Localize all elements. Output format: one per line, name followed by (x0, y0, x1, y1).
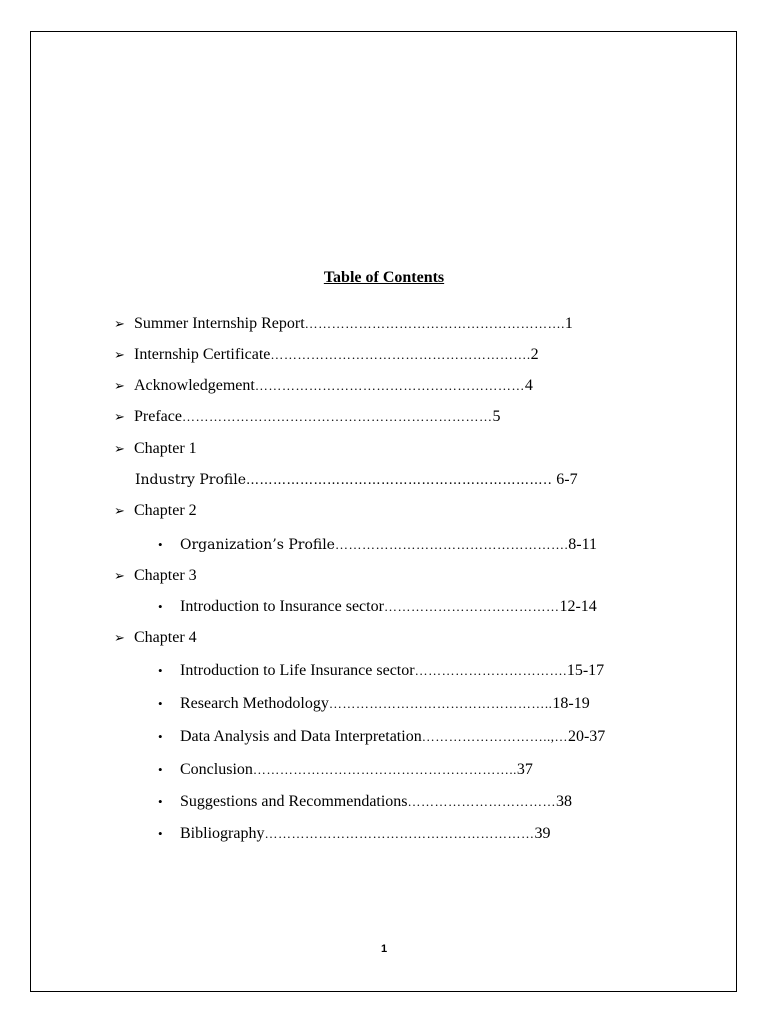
dot-bullet-icon: • (158, 729, 163, 744)
toc-entry: ➢ Preface……………………………………………………………5 (114, 406, 654, 428)
arrow-bullet-icon: ➢ (114, 568, 125, 583)
toc-entry: • Conclusion…………………………………………………..37 (158, 759, 698, 781)
toc-entry: ➢ Internship Certificate………………………………………………….2 (114, 344, 654, 366)
page-number: 1 (380, 943, 388, 955)
arrow-bullet-icon: ➢ (114, 378, 125, 393)
toc-entry: ➢ Acknowledgement……………………………………………………4 (114, 375, 654, 397)
arrow-bullet-icon: ➢ (114, 316, 125, 331)
arrow-bullet-icon: ➢ (114, 347, 125, 362)
toc-entry: • Research Methodology…………………………………………..18-19 (158, 693, 698, 715)
toc-chapter-heading: ➢ Chapter 2 (114, 500, 654, 522)
toc-entry: • Bibliography……………………………………………………39 (158, 823, 698, 845)
toc-entry: • Introduction to Life Insurance sector…………………………….15-17 (158, 660, 698, 682)
dot-bullet-icon: • (158, 537, 163, 552)
toc-entry: • Data Analysis and Data Interpretation………………………..,…20-37 (158, 726, 698, 748)
toc-entry: • Suggestions and Recommendations……………………………38 (158, 791, 698, 813)
dot-bullet-icon: • (158, 696, 163, 711)
toc-chapter-heading: ➢ Chapter 1 (114, 438, 654, 460)
toc-entry: • Introduction to Insurance sector…………………………………12-14 (158, 596, 698, 618)
toc-entry: ➢ Summer Internship Report………………………………………………….1 (114, 313, 654, 335)
arrow-bullet-icon: ➢ (114, 630, 125, 645)
toc-entry: • Organization’s Profile…………………………………………….8-11 (158, 534, 678, 556)
dot-bullet-icon: • (158, 599, 163, 614)
dot-bullet-icon: • (158, 762, 163, 777)
arrow-bullet-icon: ➢ (114, 441, 125, 456)
dot-bullet-icon: • (158, 826, 163, 841)
toc-entry: Industry Profile………………………………………………………….. 6-7 (135, 471, 578, 488)
arrow-bullet-icon: ➢ (114, 503, 125, 518)
dot-bullet-icon: • (158, 794, 163, 809)
page-title: Table of Contents (323, 269, 445, 286)
toc-chapter-heading: ➢ Chapter 3 (114, 565, 654, 587)
toc-chapter-heading: ➢ Chapter 4 (114, 627, 654, 649)
arrow-bullet-icon: ➢ (114, 409, 125, 424)
dot-bullet-icon: • (158, 663, 163, 678)
